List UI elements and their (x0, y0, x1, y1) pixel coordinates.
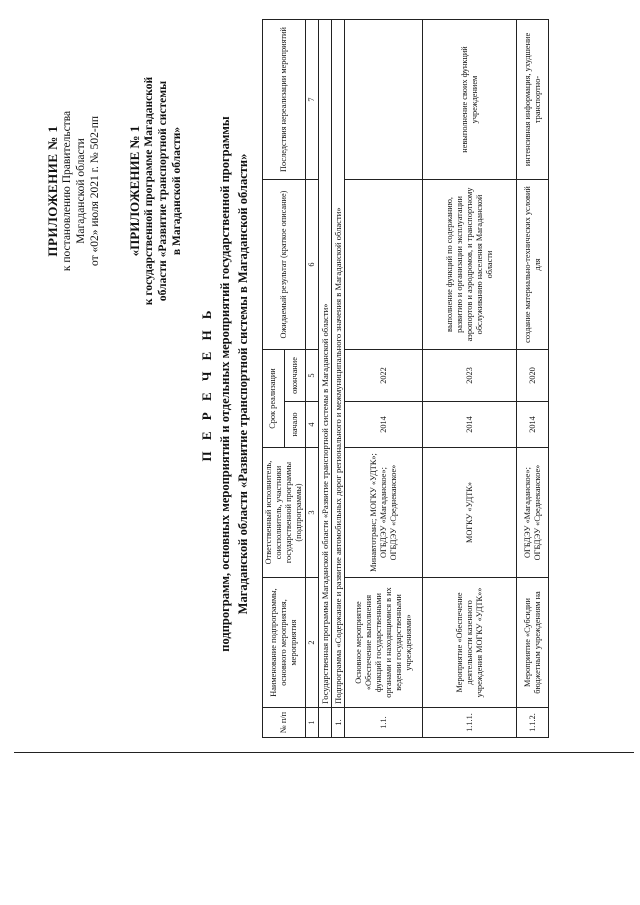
header-term: Срок реализации (263, 350, 285, 448)
document-title: П Е Р Е Ч Е Н Ь (199, 306, 214, 462)
col-number: 2 (306, 578, 319, 708)
header-name: Наименование подпрограммы, основного мероприятия, мероприятия (263, 578, 306, 708)
row-executor: Минавтотранс; МОГКУ «УДТК»; ОГБДЭУ «Магаданское»; ОГБДЭУ «Среднеканское» (345, 448, 423, 578)
row-name: Мероприятие «Обеспечение деятельности казенного учреждения МОГКУ «УДТК»» (423, 578, 517, 708)
appendix-line-2: Магаданской области (75, 138, 87, 244)
column-numbers-row (306, 20, 319, 738)
row-start: 2014 (423, 402, 517, 448)
row-executor: ОГБДЭУ «Магаданское»; ОГБДЭУ «Среднеканское» (517, 448, 549, 578)
row-end: 2023 (423, 350, 517, 402)
subprogram-num: 1. (332, 708, 345, 738)
header-result: Ожидаемый результат (краткое описание) (263, 180, 306, 350)
program-row (319, 20, 332, 738)
rotated-landscape-content (20, 20, 620, 748)
col-number: 7 (306, 20, 319, 180)
col-number: 3 (306, 448, 319, 578)
header-num: № п/п (263, 708, 306, 738)
header-consequences: Последствия нереализации мероприятий (263, 20, 306, 180)
row-result (345, 180, 423, 350)
table-row (423, 20, 517, 738)
appendix-2-title: «ПРИЛОЖЕНИЕ № 1 (127, 125, 142, 257)
table-header-row (263, 20, 285, 738)
row-num: 1.1.1. (423, 708, 517, 738)
table-row (345, 20, 423, 738)
appendix-2-line-2: области «Развитие транспортной системы (157, 80, 169, 302)
document-subtitle-2: Магаданской области «Развитие транспортной системы в Магаданской области» (236, 153, 250, 615)
row-consequences: невыполнение своих функций учреждением (423, 20, 517, 180)
appendix-2-header (128, 26, 184, 356)
measures-table (262, 19, 549, 738)
header-start: начало (284, 402, 306, 448)
appendix-2-line-3: в Магаданской области» (171, 126, 183, 256)
table-row (517, 20, 549, 738)
row-result: выполнение функций по содержанию, развитию и организации эксплуатации аэропортов и аэродромов, и транспортному обслуживанию населения Магаданской области (423, 180, 517, 350)
col-number: 4 (306, 402, 319, 448)
page-divider-line (14, 752, 634, 753)
row-end: 2020 (517, 350, 549, 402)
row-name: Мероприятие «Субсидии бюджетным учреждениям на (517, 578, 549, 708)
row-num: 1.1. (345, 708, 423, 738)
row-start: 2014 (517, 402, 549, 448)
row-name: Основное мероприятие «Обеспечение выполнения функций государственными органами и находящимися в их ведении государственными учреждениями» (345, 578, 423, 708)
row-consequences (345, 20, 423, 180)
subprogram-row (332, 20, 345, 738)
document-titles (198, 20, 252, 748)
col-number: 5 (306, 350, 319, 402)
col-number: 1 (306, 708, 319, 738)
row-num: 1.1.2. (517, 708, 549, 738)
col-number: 6 (306, 180, 319, 350)
subprogram-title: Подпрограмма «Содержание и развитие автомобильных дорог регионального и межмуниципального значения в Магаданской области» (332, 20, 345, 708)
document-subtitle-1: подпрограмм, основных мероприятий и отдельных мероприятий государственной программы (218, 116, 232, 652)
program-title: Государственная программа Магаданской области «Развитие транспортной системы в Магаданской области» (319, 20, 332, 708)
header-end: окончание (284, 350, 306, 402)
row-consequences: интенсивная информация, ухудшение транспортно- (517, 20, 549, 180)
row-end: 2022 (345, 350, 423, 402)
row-result: создание материально-технических условий для (517, 180, 549, 350)
row-start: 2014 (345, 402, 423, 448)
appendix-line-3: от «02» июля 2021 г. № 502-пп (89, 115, 101, 267)
appendix-header (46, 26, 102, 356)
header-executor: Ответственный исполнитель, соисполнитель, участники государственной программы (подпрограммы) (263, 448, 306, 578)
appendix-title: ПРИЛОЖЕНИЕ № 1 (45, 125, 60, 257)
appendix-line-1: к постановлению Правительства (61, 110, 73, 272)
row-executor: МОГКУ «УДТК» (423, 448, 517, 578)
appendix-2-line-1: к государственной программе Магаданской (143, 76, 155, 306)
